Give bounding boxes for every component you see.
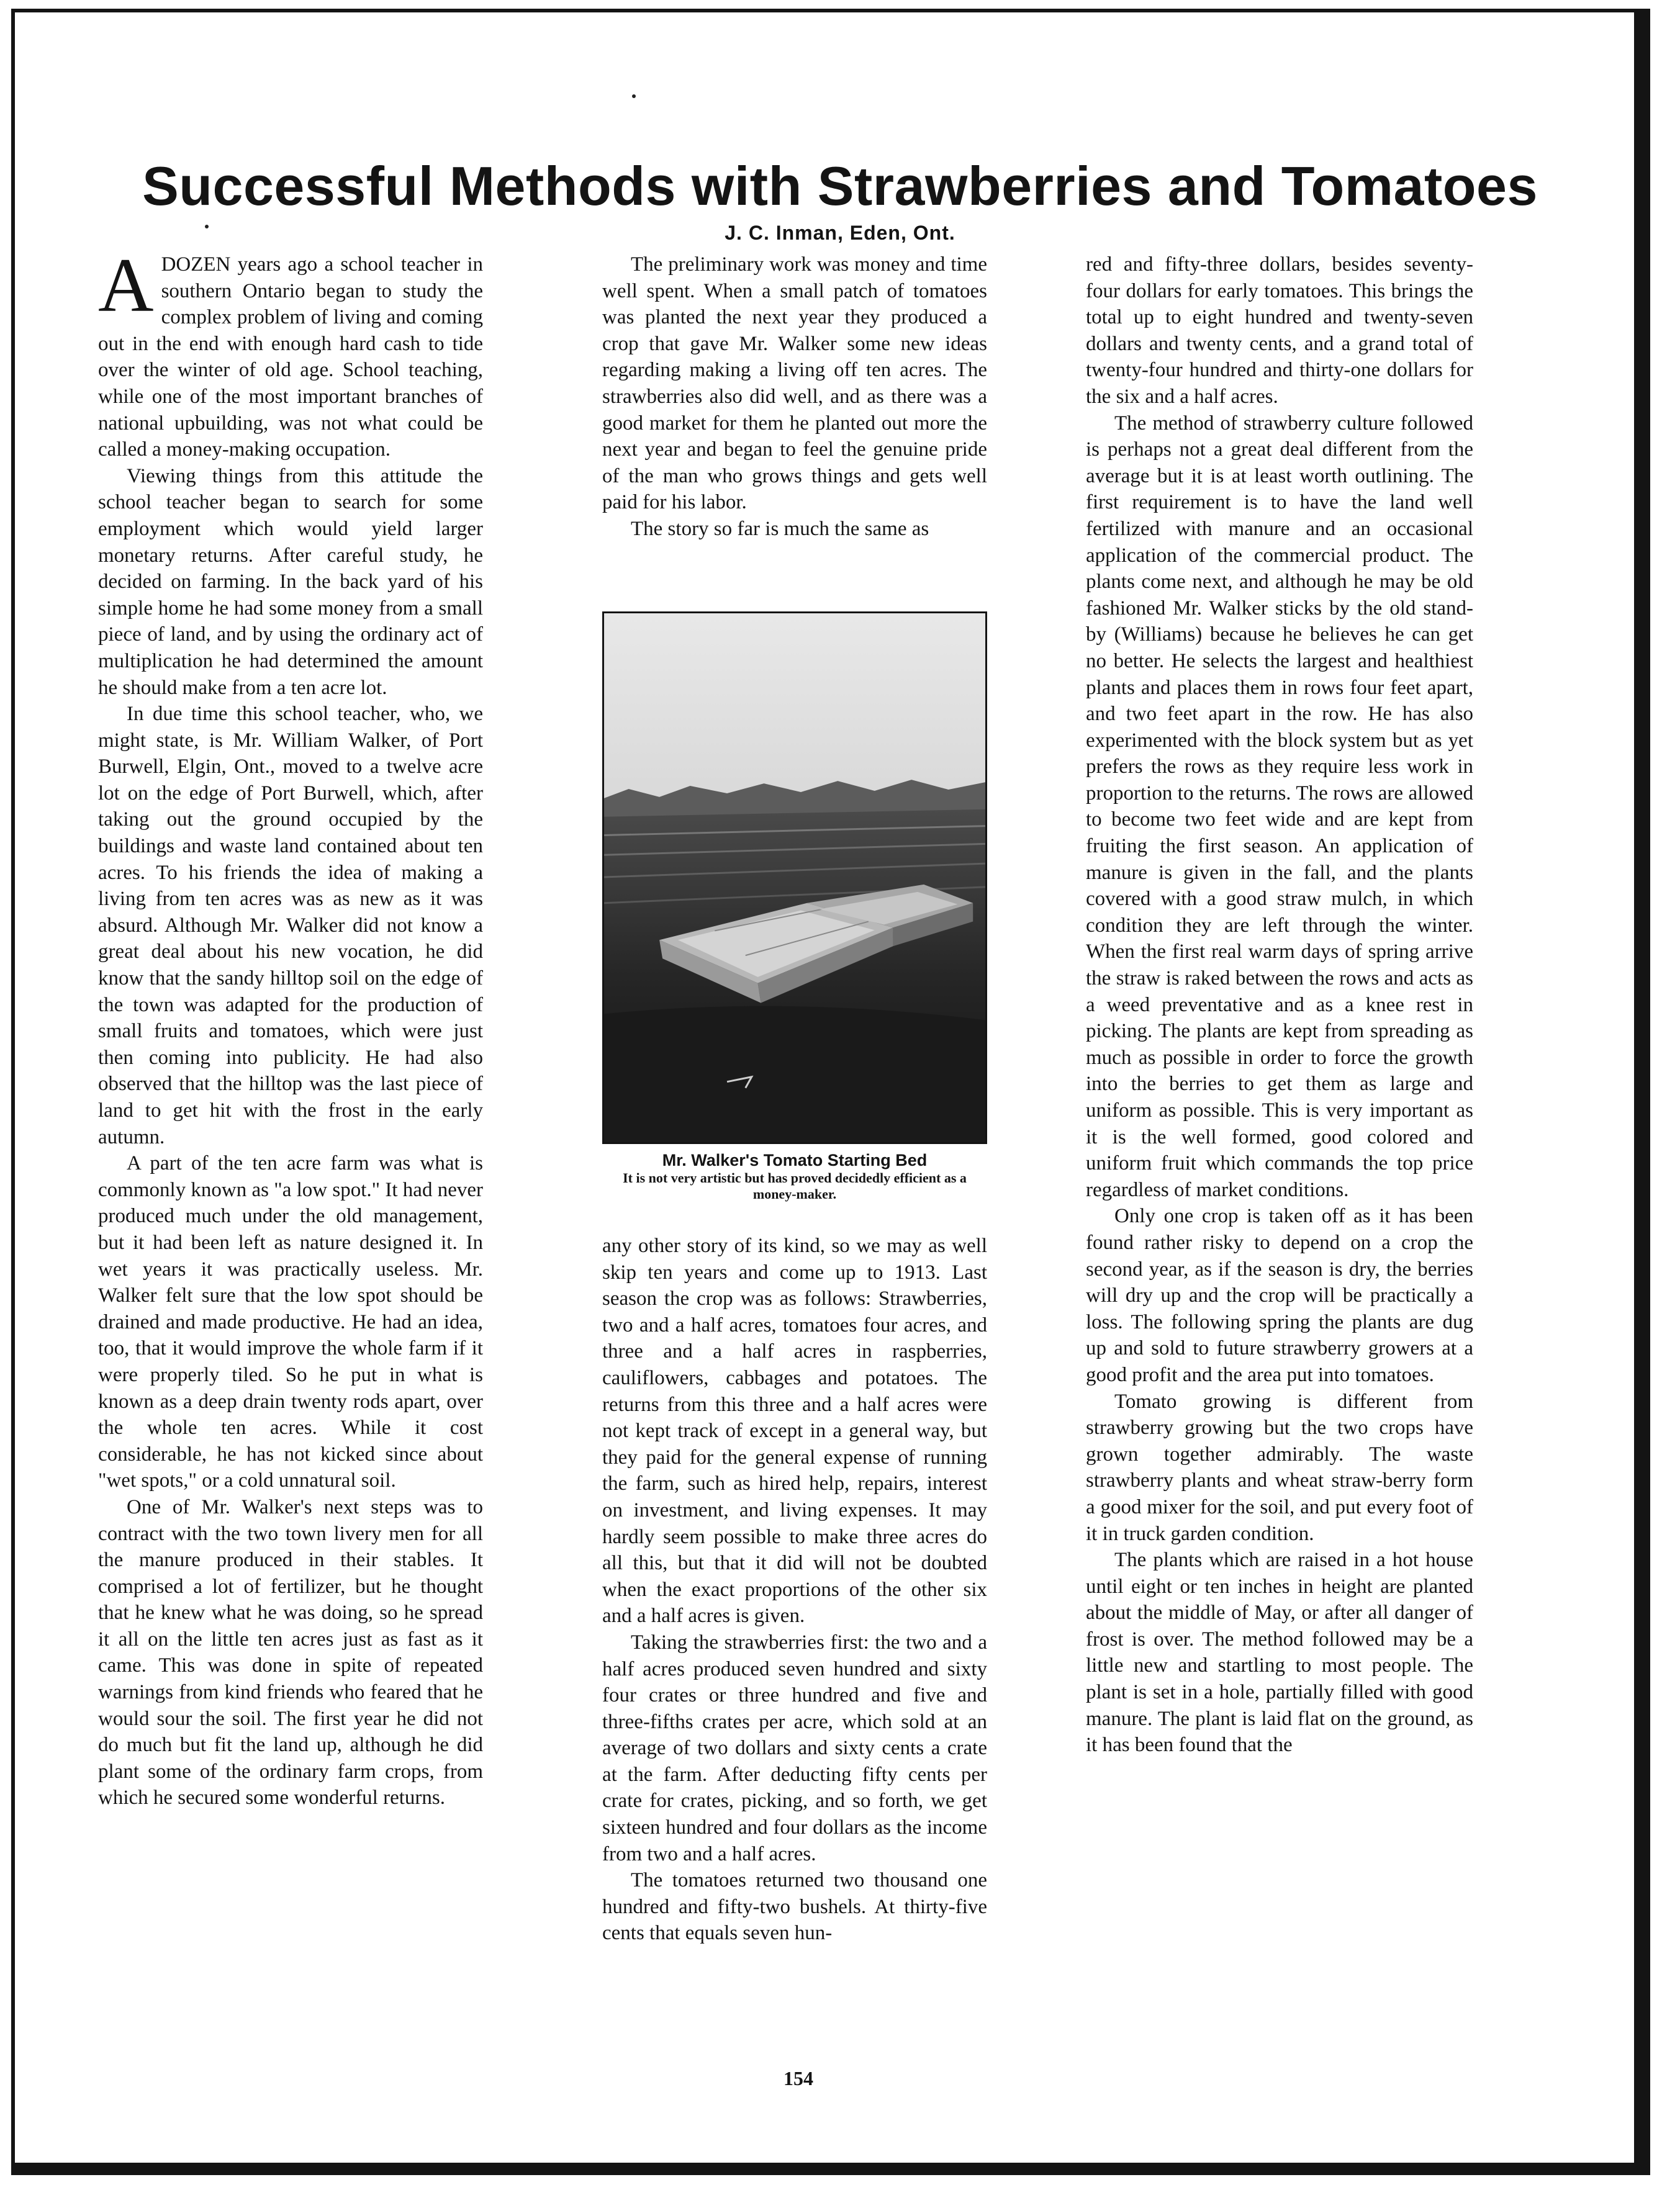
paragraph: Taking the strawberries first: the two and a half acres produced seven hundred and sixty four crates or three hundred and five and three-fifths crates per acre, which sold at an average of two dollars and sixty cents a crate at the farm. After deducting fifty cents per crate for crates, picking, and so forth, we get sixteen hundred and four dollars as the income from two and a half acres. <box>602 1631 987 1865</box>
print-speck <box>632 94 636 98</box>
paragraph: The method of strawberry culture followed is perhaps not a great deal different from the average but it is at least worth outlining. The first requirement is to have the land well fertilized with manure and an occasional application of the commercial product. The plants come next, and although he may be old fashioned Mr. Walker sticks by the old stand-by (Williams) because he believes he can get no better. He selects the largest and healthiest plants and places them in rows four feet apart, and two feet apart in the row. He has also experimented with the block system but as yet prefers the rows as they require less work in proportion to the returns. The rows are allowed to become two feet wide and are kept from fruiting the first season. An application of manure is given in the fall, and the plants covered with a good straw mulch, in which condition they are left through the winter. When the first real warm days of spring arrive the straw is raked between the rows and acts as a weed preventative and as a knee rest in picking. The plants are kept from spreading as much as possible in order to force the growth into the berries to get them as large and uniform as possible. This is very important as it is the well formed, good colored and uniform fruit which commands the top price regardless of market conditions. <box>1086 412 1473 1201</box>
paragraph-text: DOZEN years ago a school teacher in southern Ontario began to study the complex problem of living and coming out in the end with enough hard cash to tide over the winter of old age. School teaching, while one of the most important branches of national upbuilding, was not what could be called a money-making occupation. <box>98 253 483 461</box>
column-3 <box>1086 251 1473 1759</box>
figure-caption-title: Mr. Walker's Tomato Starting Bed <box>662 1151 928 1169</box>
paragraph: In due time this school teacher, who, we might state, is Mr. William Walker, of Port Burwell, Elgin, Ont., moved to a twelve acre lot on the edge of Port Burwell, which, after taking out the ground occupied by the buildings and waste land contained about ten acres. To his friends the idea of making a living from ten acres was as new as it was absurd. Although Mr. Walker did not know a great deal about his new vocation, he did know that the sandy hilltop soil on the edge of the town was adapted for the production of small fruits and tomatoes, which were just then coming into publicity. He had also observed that the hilltop was the last piece of land to get hit with the frost in the early autumn. <box>98 703 483 1148</box>
article-byline: J. C. Inman, Eden, Ont. <box>725 222 955 244</box>
paragraph: A part of the ten acre farm was what is commonly known as "a low spot." It had never produced much under the old management, but it had been left as nature designed it. In wet years it was practically useless. Mr. Walker felt sure that the low spot should be drained and made productive. He had an idea, too, that it would improve the whole farm if it were properly tiled. So he put in what is known as a deep drain twenty rods apart, over the whole ten acres. While it cost considerable, he has not kicked since about "wet spots," or a cold unnatural soil. <box>98 1152 483 1492</box>
figure-caption-text: It is not very artistic but has proved decidedly efficient as a money-maker. <box>623 1170 967 1202</box>
column-1 <box>98 243 483 1811</box>
column-2-lower <box>602 1233 987 1947</box>
paragraph: Only one crop is taken off as it has been found rather risky to depend on a crop the second year, as if the season is dry, the berries will dry up and the crop will be practically a loss. The following spring the plants are dug up and sold to future strawberry growers at a good profit and the area put into tomatoes. <box>1086 1205 1473 1386</box>
paragraph <box>98 243 483 463</box>
paragraph: One of Mr. Walker's next steps was to contract with the two town livery men for all the manure produced in their stables. It comprised a lot of fertilizer, but he thought that he knew what he was doing, so he spread it all on the little ten acres just as fast as it came. This was done in spite of repeated warnings from kind friends who feared that he would sour the soil. The first year he did not do much but fit the land up, although he did plant some of the ordinary farm crops, from which he secured some wonderful returns. <box>98 1495 483 1809</box>
figure <box>602 611 987 1202</box>
paragraph: The story so far is much the same as <box>631 517 929 540</box>
paragraph: Tomato growing is different from strawberry growing but the two crops have grown together admirably. The waste strawberry plants and wheat straw-berry form a good mixer for the soil, and put every foot of it in truck garden condition. <box>1086 1390 1473 1545</box>
drop-cap: A <box>98 243 154 328</box>
paragraph: red and fifty-three dollars, besides seventy-four dollars for early tomatoes. This brings the total up to eight hundred and twenty-seven dollars and twenty cents, and a grand total of twenty-four hundred and thirty-one dollars for the six and a half acres. <box>1086 253 1473 408</box>
paragraph: The plants which are raised in a hot house until eight or ten inches in height are planted about the middle of May, or after all danger of frost is over. The method followed may be a little new and startling to most people. The plant is set in a hole, partially filled with good manure. The plant is laid flat on the ground, as it has been found that the <box>1086 1549 1473 1757</box>
column-2-upper <box>602 251 987 543</box>
paragraph: any other story of its kind, so we may as well skip ten years and come up to 1913. Last season the crop was as follows: Strawberries, two and a half acres, tomatoes four acres, and three and a half acres in raspberries, cauliflowers, cabbages and potatoes. The returns from this three and a half acres were not kept track of except in a general way, but they paid for the general expense of running the farm, such as hired help, repairs, interest on investment, and living expenses. It may hardly seem possible to make three acres do all this, but that it did will not be doubted when the exact proportions of the other six and a half acres is given. <box>602 1235 987 1628</box>
paragraph: The tomatoes returned two thousand one hundred and fifty-two bushels. At thirty-five cents that equals seven hun- <box>602 1869 987 1945</box>
article-title: Successful Methods with Strawberries and Tomatoes <box>142 155 1538 217</box>
page-number: 154 <box>784 2067 813 2089</box>
paragraph: Viewing things from this attitude the school teacher began to search for some employment which would yield larger monetary returns. After careful study, he decided on farming. In the back yard of his simple home he had some money from a small piece of land, and by using the ordinary act of multiplication he had determined the amount he should make from a ten acre lot. <box>98 464 483 699</box>
tomato-starting-bed-photo <box>602 611 987 1144</box>
paragraph: The preliminary work was money and time well spent. When a small patch of tomatoes was planted the next year they produced a crop that gave Mr. Walker some new ideas regarding making a living off ten acres. The strawberries also did well, and as there was a good market for them he planted out more the next year and began to feel the genuine pride of the man who grows things and gets well paid for his labor. <box>602 253 987 514</box>
